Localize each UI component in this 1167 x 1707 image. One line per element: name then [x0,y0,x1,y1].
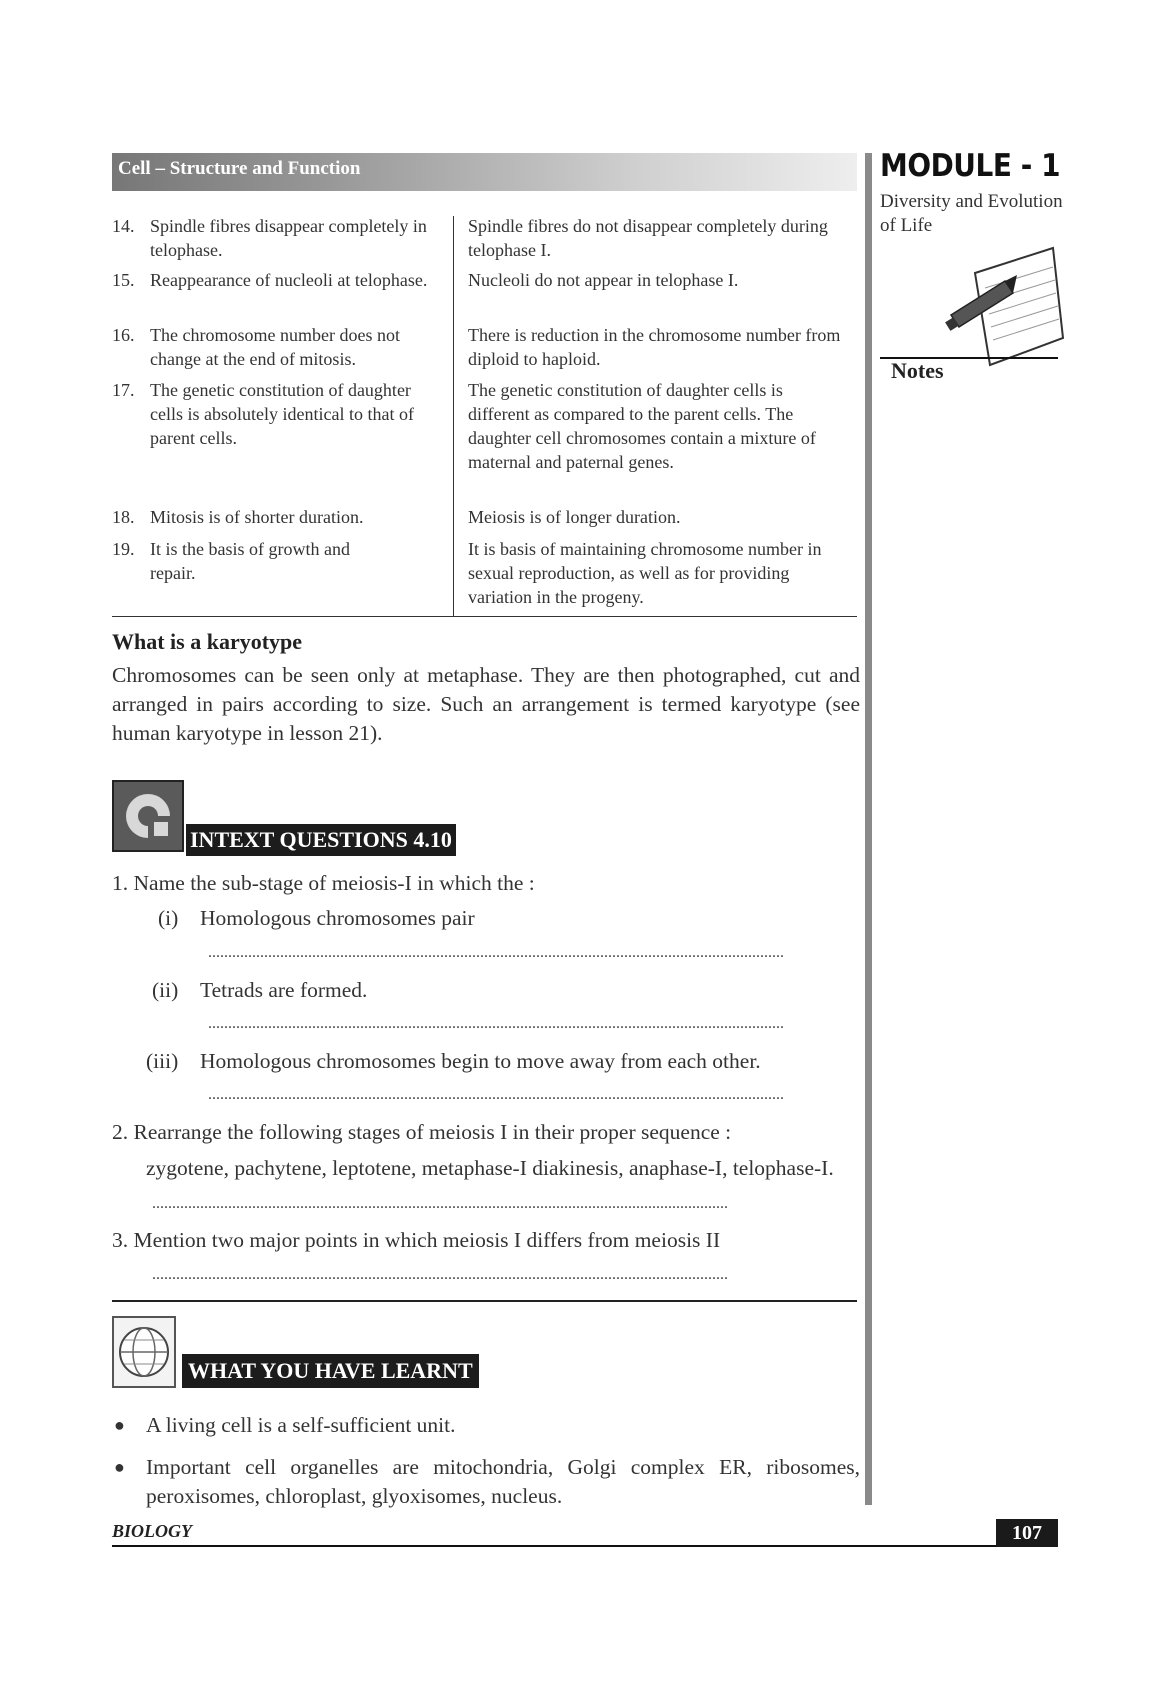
sub-question-label: (iii) [146,1049,179,1073]
section-separator [112,1300,857,1302]
sub-question-text: Homologous chromosomes pair [200,906,475,930]
section-heading: What is a karyotype [112,629,303,654]
meiosis-cell: It is basis of maintaining chromosome number in sexual reproduction, as well as for providing variation in the progeny. [468,539,822,607]
question-2: 2. Rearrange the following stages of meiosis I in their proper sequence : [112,1120,732,1144]
sub-question-text: Homologous chromosomes begin to move away from each other. [200,1049,761,1073]
learnt-title: WHAT YOU HAVE LEARNT [182,1354,479,1388]
mitosis-cell: Reappearance of nucleoli at telophase. [150,270,428,290]
module-subject: Diversity and Evolution of Life [880,191,1063,236]
mitosis-cell: The chromosome number does not change at the end of mitosis. [150,325,400,369]
row-number: 14. [112,216,135,236]
question-3: 3. Mention two major points in which meiosis I differs from meiosis II [112,1228,721,1252]
meiosis-cell: There is reduction in the chromosome number from diploid to haploid. [468,325,841,369]
karyotype-paragraph: Chromosomes can be seen only at metaphase. They are then photographed, cut and arranged in pairs according to size. Such an arrangement is termed karyotype (see human karyotype in lesson 21). [112,663,860,745]
answer-line[interactable]: ................................................................................................................................................ [208,944,784,961]
sub-question-text: Tetrads are formed. [200,978,368,1002]
question-2-stages: zygotene, pachytene, leptotene, metaphase-I diakinesis, anaphase-I, telophase-I. [146,1156,834,1180]
bullet-icon: ● [114,1415,125,1435]
globe-icon [112,1316,176,1388]
module-label: MODULE - 1 [880,148,1061,184]
footer-subject: BIOLOGY [112,1521,192,1541]
notes-label: Notes [891,358,944,383]
page-number: 107 [996,1519,1058,1547]
list-item-text: A living cell is a self-sufficient unit. [146,1413,456,1437]
mitosis-cell: Spindle fibres disappear completely in telophase. [150,216,427,260]
chapter-title: Cell – Structure and Function [118,158,361,179]
row-number: 18. [112,507,135,527]
answer-line[interactable]: ................................................................................................................................................ [208,1086,784,1103]
question-1: 1. Name the sub-stage of meiosis-I in which the : [112,871,535,895]
answer-line[interactable]: ................................................................................................................................................ [152,1195,728,1212]
meiosis-cell: Nucleoli do not appear in telophase I. [468,270,739,290]
sub-question-label: (i) [158,906,179,930]
row-number: 15. [112,270,135,290]
margin-rule [865,153,872,1505]
mitosis-cell: Mitosis is of shorter duration. [150,507,364,527]
mitosis-cell: It is the basis of growth and repair. [150,539,350,583]
row-number: 17. [112,380,135,400]
meiosis-cell: Meiosis is of longer duration. [468,507,681,527]
footer-rule [112,1545,1058,1547]
list-item-text: Important cell organelles are mitochondria, Golgi complex ER, ribosomes, peroxisomes, chloroplast, glyoxisomes, nucleus. [146,1455,860,1508]
meiosis-cell: Spindle fibres do not disappear completely during telophase I. [468,216,828,260]
answer-line[interactable]: ................................................................................................................................................ [208,1015,784,1032]
question-icon [112,780,184,852]
row-number: 19. [112,539,135,559]
row-number: 16. [112,325,135,345]
sub-question-label: (ii) [152,978,179,1002]
bullet-icon: ● [114,1457,125,1477]
mitosis-cell: The genetic constitution of daughter cells is absolutely identical to that of parent cells. [150,380,414,448]
table-column-divider [453,216,454,616]
notes-pencil-icon [945,243,1065,373]
meiosis-cell: The genetic constitution of daughter cells is different as compared to the parent cells. The daughter cell chromosomes contain a mixture of maternal and paternal genes. [468,380,816,472]
intext-questions-title: INTEXT QUESTIONS 4.10 [186,824,456,856]
table-bottom-rule [112,616,857,617]
answer-line[interactable]: ................................................................................................................................................ [152,1266,728,1283]
